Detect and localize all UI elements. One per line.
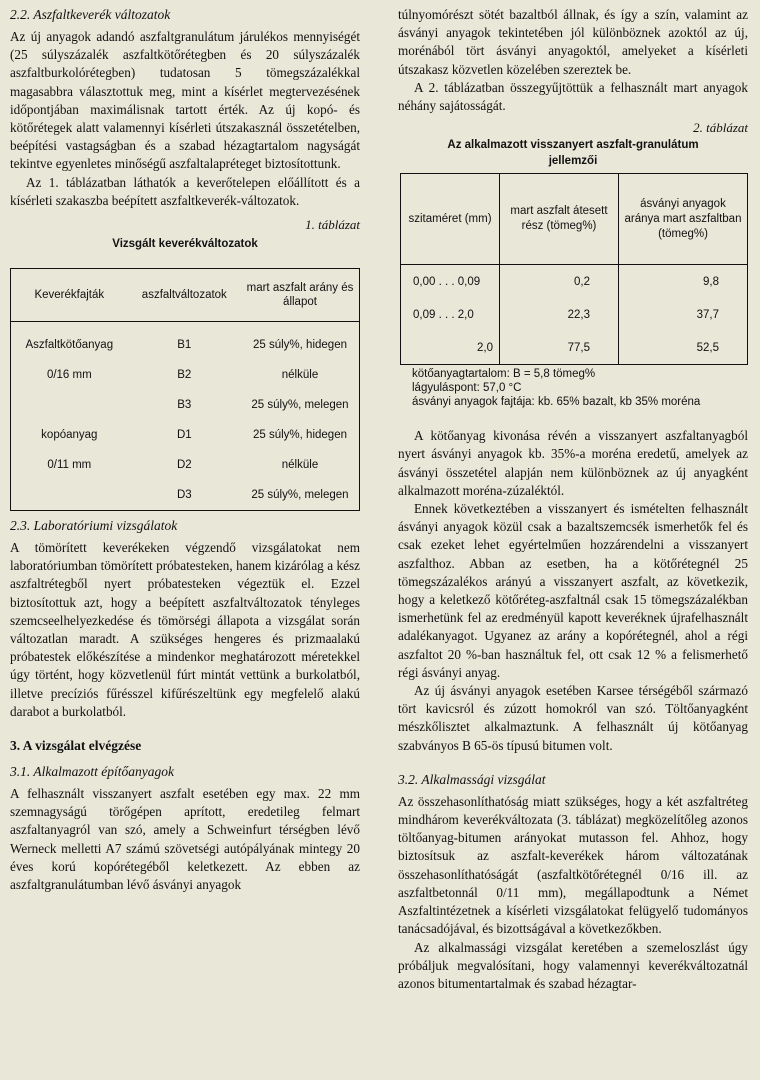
paragraph: Ennek következtében a visszanyert és ismételten felhasznált ásványi anyagok közül csak a bazaltszemcsék ismerhetők fel és csak ezeket lehet egyértelműen hozzárendelni a visszanyert aszfalthoz. Abban az esetben, ha a kötőrétegnél 25 tömegszázalékos arányú a visszanyert aszfalt, az következik, hogy a keletkező kötőréteg-aszfaltnál csak 15 tömegszázalékban ismerhetünk fel az eredményül kapott keveréknek újrafelhasznált adalékanyagot. Ugyanez az arány a kopórétegnél, ahol a régi aszfaltot 20 %-ban használtuk fel, ott csak 12 % a felismerhető régi ásványi anyag.: [398, 501, 748, 680]
table-cell: B3: [177, 399, 192, 412]
table-cell: 37,7: [619, 298, 748, 331]
table-row: [11, 322, 360, 331]
table-header: Keverékfajták: [11, 269, 128, 322]
table-row: [11, 450, 360, 480]
paragraph: Az új anyagok adandó aszfaltgranulátum járulékos mennyiségét (25 súlyszázalék aszfaltkötőrétegben és 20 súlyszázalék aszfaltburkolórétegben) tudatosan 5 tömegszázalékkal magasabbra választottuk meg, mint a kísérlet megtervezésének időpontjában maximálisnak tartott érték. Az új kopó- és kötőrétegek alatt valamennyi kísérleti útszakasznál összetételben, beépítési vastagságban és a szabad hézagtartalom nagyságát tekintve egyenletes minőségű aszfaltalapréteget biztosítottunk.: [10, 29, 360, 172]
table-row: [401, 265, 748, 299]
table-1-title: Vizsgált keverékváltozatok: [112, 238, 258, 251]
table-cell: 25 súly%, hidegen: [253, 429, 347, 442]
paragraph: A felhasznált visszanyert aszfalt esetében egy max. 22 mm szemnagyságú törőgépen aprított, eredetileg felmart aszfaltanyagról van szó, amely a Schweinfurt térségben lévő Werneck melletti A7 számú szövetségi autópályának mintegy 20 éves korú kopórétegéből keletkezett. Az ebben az aszfaltgranulátumban lévő ásványi anyagok: [10, 786, 360, 893]
table-cell: [11, 480, 128, 511]
table-row: [11, 390, 360, 420]
left-column: [10, 6, 360, 894]
table-header-row: [401, 174, 748, 265]
table-note: lágyuláspont: 57,0 °C: [412, 382, 522, 395]
paragraph: A tömörített keverékeken végzendő vizsgálatokat nem laboratóriumban tömörített próbatesteken, hanem kizárólag a kész aszfaltrétegből nyert próbatesteken végeztük el. Ezzel biztosítottuk azt, hogy a beépített aszfaltváltozatok tényleges szemcseelhelyezkedése és tömörségi állapota a vizsgálat során változatlan maradt. A szükséges hengeres és prizmaalakú próbatestek előkészítése a mindenkor meghatározott méretekkel úgy történt, hogy közvetlenül fúrt mintát vettünk a burkolatból, illetve precíziós fűrésszel kifűrészeltünk egy megfelelő alakú darabot a burkolatból.: [10, 540, 360, 719]
table-cell: 0,2: [500, 265, 619, 299]
table-cell: 22,3: [500, 298, 619, 331]
table-cell: 77,5: [500, 331, 619, 365]
table-cell: 25 súly%, hidegen: [253, 339, 347, 352]
table-row: [11, 480, 360, 511]
table-row: [11, 330, 360, 360]
right-column: [398, 6, 748, 993]
table-header: ásványi anyagok aránya mart aszfaltban (tömeg%): [619, 174, 748, 265]
table-2: [400, 173, 748, 365]
table-row: [401, 331, 748, 365]
paragraph: A kötőanyag kivonása révén a visszanyert aszfaltanyagból nyert ásványi anyagok kb. 35%-a moréna eredetű, amelyek az ásványi összetétel alapján nem különböznek az új anyagként alkalmazott moréna-zúzaléktól.: [398, 428, 748, 498]
table-cell: nélküle: [281, 459, 319, 472]
paragraph: Az összehasonlíthatóság miatt szükséges, hogy a két aszfaltréteg mindhárom keverékváltozata (3. táblázat) megközelítőleg azonos töltőanyag-bitumen arányokat mutasson fel. Ahhoz, hogy biztosítsuk az aszfalt-keverékek három változatának összehasonlíthatóságát (aszfaltkötőrétegnél 0/16 ill. az aszfaltbetonnál 0/11 mm), megállapodtunk a Német Aszfaltintézetnek a kísérleti vizsgálatokat felügyelő tudományos tanácsadójával, és bizottságával a következőkben.: [398, 793, 748, 937]
table-1: [10, 268, 360, 511]
table-cell: 0/11 mm: [47, 459, 92, 472]
table-row: [401, 298, 748, 331]
paragraph: Az alkalmassági vizsgálat keretében a szemeloszlást úgy próbáljuk megvalósítani, hogy valamennyi keverékváltozatnál azonos bitumentartalmak és szabad hézagtar-: [398, 939, 748, 991]
table-cell: 25 súly%, melegen: [251, 489, 349, 502]
table-cell: 25 súly%, melegen: [251, 399, 349, 412]
table-2-notes: [412, 367, 748, 409]
table-cell: 2,0: [477, 341, 493, 354]
table-cell: 0,09 . . . 2,0: [413, 308, 474, 321]
table-header: mart aszfalt arány és állapot: [241, 269, 360, 322]
table-cell: D1: [176, 429, 192, 442]
paragraph: A 2. táblázatban összegyűjtöttük a felhasznált mart anyagok néhány sajátosságát.: [398, 79, 748, 114]
table-row: [11, 420, 360, 450]
table-note: kötőanyagtartalom: B = 5,8 tömeg%: [412, 368, 596, 381]
table-header-row: [11, 269, 360, 322]
section-3-heading: 3. A vizsgálat elvégzése: [10, 738, 142, 754]
table-cell: [11, 390, 128, 420]
table-header: mart aszfalt átesett rész (tömeg%): [500, 174, 619, 265]
section-2-2-heading: 2.2. Aszfaltkeverék változatok: [10, 7, 171, 22]
table-cell: Aszfaltkötőanyag: [25, 339, 114, 352]
section-2-3-heading: 2.3. Laboratóriumi vizsgálatok: [10, 518, 178, 534]
table-cell: 52,5: [619, 331, 748, 365]
table-row: [11, 360, 360, 390]
table-header: aszfaltváltozatok: [128, 269, 241, 322]
table-cell: 0,00 . . . 0,09: [413, 275, 481, 288]
paragraph: Az 1. táblázatban láthatók a keverőtelepen előállított és a kísérleti szakaszba beépített aszfaltkeverék-változatok.: [10, 174, 360, 208]
table-2-label: 2. táblázat: [693, 120, 748, 136]
paragraph: Az új ásványi anyagok esetében Karsee térségéből származó tört kavicsról és zúzott homokról van szó. Töltőanyagként mészkőlisztet alkalmaztunk. A felhasznált új kötőanyag szabványos B 65-ös típusú bitumen volt.: [398, 683, 748, 753]
table-cell: 0/16 mm: [46, 369, 92, 382]
table-cell: B1: [177, 339, 192, 352]
table-2-title-line-2: jellemzői: [548, 155, 598, 168]
table-cell: D3: [176, 489, 192, 502]
table-2-title: Az alkalmazott visszanyert aszfalt-granulátum: [447, 139, 699, 152]
table-cell: 9,8: [619, 265, 748, 299]
table-1-label: 1. táblázat: [305, 217, 360, 233]
table-cell: D2: [176, 459, 192, 472]
paragraph: túlnyomórészt sötét bazaltból állnak, és így a szín, valamint az ásványi anyagok tekintetében jól különböznek azoktól az új, morénából tört ásványi anyagoktól, amelyeket a kísérleti útszakasz közvetlen közelében szereztek be.: [398, 7, 748, 77]
table-cell: kopóanyag: [41, 429, 98, 442]
table-cell: nélküle: [281, 369, 319, 382]
table-header: szitaméret (mm): [401, 174, 500, 265]
table-note: ásványi anyagok fajtája: kb. 65% bazalt, kb 35% moréna: [412, 396, 701, 409]
table-cell: B2: [177, 369, 192, 382]
section-3-1-heading: 3.1. Alkalmazott építőanyagok: [10, 764, 174, 780]
section-3-2-heading: 3.2. Alkalmassági vizsgálat: [398, 771, 546, 787]
